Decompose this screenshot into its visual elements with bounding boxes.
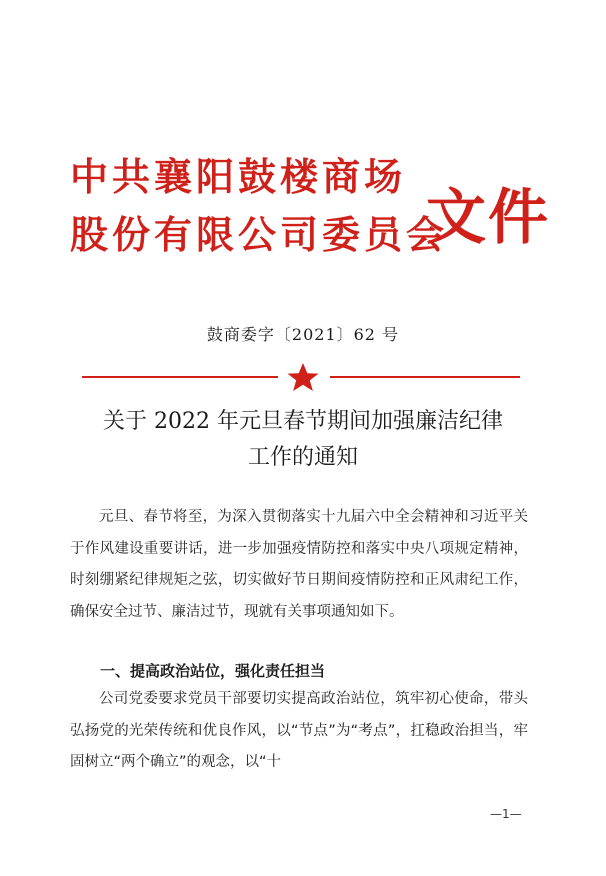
title-line-2: 工作的通知	[247, 445, 358, 470]
document-number: 鼓商委字〔2021〕62 号	[206, 325, 400, 344]
issuer-line-1: 中共襄阳鼓楼商场	[70, 154, 407, 199]
page-number: —1—	[490, 807, 522, 821]
section-heading-1: 一、提高政治站位，强化责任担当	[100, 662, 326, 680]
intro-paragraph: 元旦、春节将至，为深入贯彻落实十九届六中全会精神和习近平关于作风建设重要讲话，进一步加强疫情防控和落实中央八项规定精神，时刻绷紧纪律规矩之弦，切实做好节日期间疫情防控和正风肃纪工作，确保安全过节、廉洁过节，现就有关事项通知如下。	[70, 509, 528, 620]
star-icon	[285, 362, 321, 392]
section-1-block	[70, 684, 528, 779]
issuer-line-2: 股份有限公司委员会	[70, 212, 449, 257]
section-1-paragraph: 公司党委要求党员干部要切实提高政治站位，筑牢初心使命，带头弘扬党的光荣传统和优良作风，以“节点”为“考点”，扛稳政治担当，牢固树立“两个确立”的观念，以“十	[70, 691, 528, 770]
red-divider-right	[330, 376, 520, 378]
red-divider-left	[82, 376, 278, 378]
title-line-1: 关于 2022 年元旦春节期间加强廉洁纪律	[103, 409, 503, 434]
document-type-label: 文件	[426, 183, 550, 253]
document-title	[0, 404, 606, 476]
issuer-name	[70, 148, 448, 264]
intro-paragraph-block	[70, 502, 528, 628]
